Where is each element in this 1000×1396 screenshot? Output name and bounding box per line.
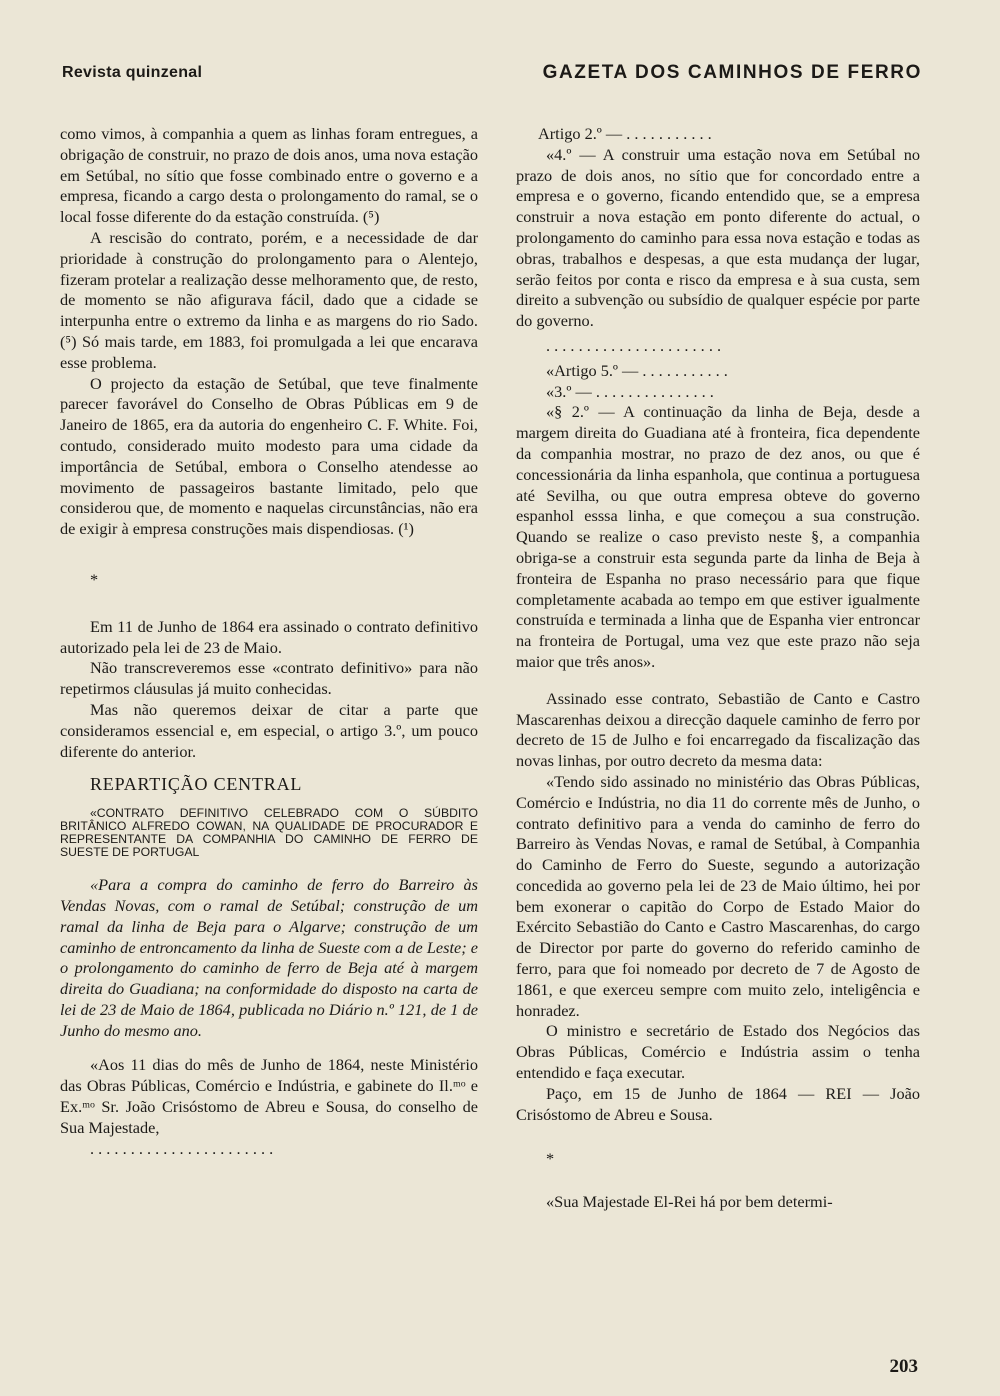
- paragraph: Assinado esse contrato, Sebastião de Canto e Castro Mascarenhas deixou a direcção daquele caminho de ferro por decreto de 15 de Julho e foi encarregado da fiscalização das novas linhas, por outro decreto da mesma data:: [516, 688, 920, 771]
- article-heading: Artigo 2.º — . . . . . . . . . . .: [538, 124, 712, 143]
- section-separator: *: [546, 1149, 555, 1169]
- header-publication-title: GAZETA DOS CAMINHOS DE FERRO: [542, 62, 922, 83]
- ellipsis-line: . . . . . . . . . . . . . . . . . . . . . .: [546, 335, 722, 355]
- page-number: 203: [889, 1356, 918, 1377]
- contract-preamble: «Para a compra do caminho de ferro do Barreiro às Vendas Novas, com o ramal de Setúbal; construção de um ramal da linha de Beja para o Algarve; construção de um caminho de entroncamento da linha de Sueste com a de Leste; e o prolongamento do caminho de ferro de Beja até à margem direita do Guadiana; na conformidade do disposto na carta de lei de 23 de Maio de 1864, publicada no Diário n.º 121, de 1 de Junho do mesmo ano.: [60, 875, 478, 1040]
- paragraph: «Aos 11 dias do mês de Junho de 1864, neste Ministério das Obras Públicas, Comércio e Indústria, e gabinete do Il.ᵐᵒ e Ex.ᵐᵒ Sr. João Crisóstomo de Abreu e Sousa, do conselho de Sua Majestade,: [60, 1055, 478, 1137]
- right-column: [516, 124, 920, 1213]
- section-separator: *: [90, 569, 99, 589]
- paragraph: como vimos, à companhia a quem as linhas foram entregues, a obrigação de construir, no prazo de dois anos, uma nova estação em Setúbal, no sítio que fosse combinado entre o governo e a empresa, ficando a cargo desta o prolongamento do ramal, se o local fosse diferente do da estação construída. (⁵): [60, 124, 478, 227]
- paragraph: Em 11 de Junho de 1864 era assinado o contrato definitivo autorizado pela lei de 23 de Maio.: [60, 616, 478, 657]
- paragraph: Mas não queremos deixar de citar a parte que consideramos essencial e, em especial, o artigo 3.º, um pouco diferente do anterior.: [60, 699, 478, 761]
- paragraph: Paço, em 15 de Junho de 1864 — REI — João Crisóstomo de Abreu e Sousa.: [516, 1083, 920, 1124]
- paragraph: «Tendo sido assinado no ministério das Obras Públicas, Comércio e Indústria, no dia 11 do corrente mês de Junho, o contrato definitivo para a venda do caminho de ferro do Barreiro às Vendas Novas, e ramal de Setúbal, à Companhia do Caminho de Ferro do Sueste, segundo a autorização concedida ao governo pela lei de 23 de Maio último, hei por bem exonerar o capitão do Corpo de Estado Maior do Exército Sebastião do Canto e Castro Mascarenhas, do cargo de Director por parte do governo do referido caminho de ferro, para que foi nomeado por decreto de 7 de Agosto de 1861, e que exerceu sempre com muito zelo, inteligência e honradez.: [516, 771, 920, 1020]
- paragraph: A rescisão do contrato, porém, e a necessidade de dar prioridade à construção do prolongamento para o Alentejo, fizeram protelar a realização desse melhoramento que, de resto, de momento se não afigurava fácil, dado que a cidade se interpunha entre o extremo da linha e as margens do rio Sado. (⁵) Só mais tarde, em 1883, foi promulgada a lei que encarava esse problema.: [60, 227, 478, 372]
- article-item: «3.º — . . . . . . . . . . . . . . .: [546, 381, 714, 401]
- paragraph: «Sua Majestade El-Rei há por bem determi-: [546, 1192, 833, 1212]
- contract-heading: «CONTRATO DEFINITIVO CELEBRADO COM O SÚBDITO BRITÂNICO ALFREDO COWAN, NA QUALIDADE DE PROCURADOR E REPRESENTANTE DA COMPANHIA DO CAMINHO DE FERRO DE SUESTE DE PORTUGAL: [60, 806, 478, 860]
- header-publication-type: Revista quinzenal: [62, 64, 203, 81]
- paragraph: O ministro e secretário de Estado dos Negócios das Obras Públicas, Comércio e Indústria assim o tenha entendido e faça executar.: [516, 1021, 920, 1083]
- paragraph: Não transcreveremos esse «contrato definitivo» para não repetirmos cláusulas já muito conhecidas.: [60, 658, 478, 699]
- paragraph: O projecto da estação de Setúbal, que teve finalmente parecer favorável do Conselho de Obras Públicas em 9 de Janeiro de 1865, era da autoria do engenheiro C. F. White. Foi, contudo, considerado muito modesto para uma cidade da importância de Setúbal, embora o Conselho atendesse ao movimento de passageiros bastante limitado, pelo que considerou que, de momento e naquelas circunstâncias, não era de exigir à empresa construções mais dispendiosas. (¹): [60, 373, 478, 539]
- paragraph: «4.º — A construir uma estação nova em Setúbal no prazo de dois anos, no sítio que for concordado entre a empresa e o governo, ficando entendido que, se a empresa construir a nova estação em ponto diferente do actual, o prolongamento do caminho para essa nova estação e todas as obras, trabalhos e despesas, a que esta mudança der lugar, serão feitos por conta e risco da empresa e à sua custa, sem direito a subvenção ou subsídio de qualquer espécie por parte do governo.: [516, 144, 920, 331]
- ellipsis-line: . . . . . . . . . . . . . . . . . . . . . . .: [90, 1138, 274, 1158]
- left-column: [60, 124, 478, 1159]
- paragraph: «§ 2.º — A continuação da linha de Beja, desde a margem direita do Guadiana até à fronteira, fica dependente da companhia mostrar, no prazo de dez anos, ou que é concessionária da linha espanhola, que continua a portuguesa até Sevilha, ou que outra empresa obteve do governo espanhol esssa linha, e que começou a sua construção. Quando se realize o caso previsto neste §, a companhia obriga-se a construir esta segunda parte da linha de Beja à fronteira de Espanha no praso necessário para que fique completamente acabada ao tempo em que estiver igualmente construída e terminada a linha que de Espanha vier entroncar na fronteira de Portugal, uma vez que este prazo não seja maior que três anos».: [516, 402, 920, 671]
- section-title: REPARTIÇÃO CENTRAL: [90, 774, 303, 795]
- article-heading: «Artigo 5.º — . . . . . . . . . . .: [546, 360, 728, 380]
